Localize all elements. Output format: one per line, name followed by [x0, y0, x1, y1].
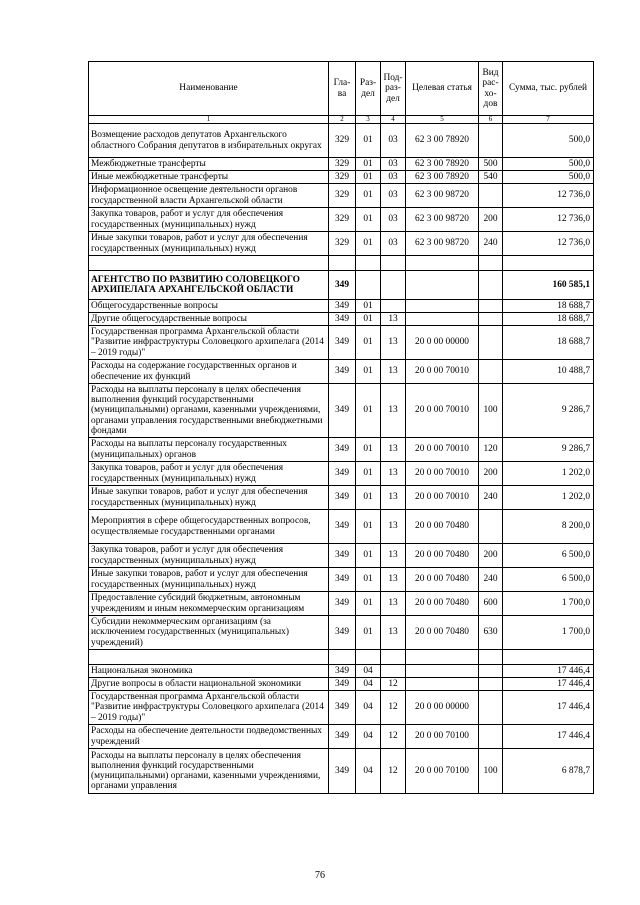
row-name: Расходы на выплаты персоналу в целях обеспечения выполнения функций государственными (муниципальными) органами, казенными учреждениями, органами управления государственными внебюджетными фондами — [89, 384, 329, 438]
row-name: Расходы на выплаты персоналу государственных (муниципальных) органов — [89, 438, 329, 462]
row-subsection: 13 — [381, 438, 406, 462]
row-chapter: 349 — [329, 592, 356, 616]
row-chapter: 349 — [329, 749, 356, 794]
table-row — [89, 691, 594, 725]
row-subsection: 12 — [381, 678, 406, 691]
row-subsection — [381, 650, 406, 665]
row-section: 04 — [356, 691, 381, 725]
row-name: Закупка товаров, работ и услуг для обеспечения государственных (муниципальных) нужд — [89, 208, 329, 232]
row-section: 01 — [356, 313, 381, 326]
row-name: Государственная программа Архангельской области "Развитие инфраструктуры Соловецкого архипелага (2014 – 2019 годы)" — [89, 326, 329, 360]
row-amount: 17 446,4 — [503, 678, 594, 691]
row-chapter: 349 — [329, 510, 356, 544]
column-number: 7 — [503, 116, 594, 124]
row-article: 20 0 00 70480 — [406, 592, 479, 616]
row-article: 20 0 00 70010 — [406, 384, 479, 438]
row-article — [406, 313, 479, 326]
row-section: 04 — [356, 678, 381, 691]
row-section: 01 — [356, 360, 381, 384]
row-subsection — [381, 271, 406, 300]
row-subsection: 13 — [381, 510, 406, 544]
column-number: 6 — [479, 116, 503, 124]
row-subsection — [381, 300, 406, 313]
row-amount: 18 688,7 — [503, 300, 594, 313]
row-article: 20 0 00 70480 — [406, 510, 479, 544]
row-section: 01 — [356, 326, 381, 360]
row-chapter: 349 — [329, 678, 356, 691]
row-expense-type: 100 — [479, 749, 503, 794]
row-article: 20 0 00 70100 — [406, 725, 479, 749]
row-article: 20 0 00 70100 — [406, 749, 479, 794]
row-expense-type — [479, 725, 503, 749]
table-row — [89, 665, 594, 678]
row-chapter: 349 — [329, 438, 356, 462]
row-subsection: 12 — [381, 691, 406, 725]
row-amount: 1 202,0 — [503, 486, 594, 510]
row-section: 01 — [356, 171, 381, 184]
row-amount: 500,0 — [503, 124, 594, 158]
row-chapter: 329 — [329, 124, 356, 158]
row-chapter: 349 — [329, 665, 356, 678]
row-expense-type — [479, 313, 503, 326]
row-expense-type — [479, 360, 503, 384]
row-amount: 12 736,0 — [503, 184, 594, 208]
row-subsection: 13 — [381, 313, 406, 326]
row-chapter: 329 — [329, 171, 356, 184]
row-name: Иные закупки товаров, работ и услуг для обеспечения государственных (муниципальных) нужд — [89, 568, 329, 592]
row-name: Закупка товаров, работ и услуг для обеспечения государственных (муниципальных) нужд — [89, 544, 329, 568]
row-article — [406, 271, 479, 300]
row-subsection: 13 — [381, 384, 406, 438]
row-subsection — [381, 256, 406, 271]
row-section: 01 — [356, 616, 381, 650]
row-amount: 18 688,7 — [503, 313, 594, 326]
row-chapter: 349 — [329, 544, 356, 568]
row-section — [356, 650, 381, 665]
table-row — [89, 384, 594, 438]
row-subsection: 13 — [381, 568, 406, 592]
row-expense-type — [479, 510, 503, 544]
row-amount: 1 700,0 — [503, 616, 594, 650]
column-number: 5 — [406, 116, 479, 124]
row-amount: 160 585,1 — [503, 271, 594, 300]
row-expense-type — [479, 665, 503, 678]
table-row — [89, 171, 594, 184]
table-row — [89, 313, 594, 326]
table-row — [89, 725, 594, 749]
row-name: Расходы на обеспечение деятельности подведомственных учреждений — [89, 725, 329, 749]
row-chapter: 349 — [329, 271, 356, 300]
row-chapter: 349 — [329, 725, 356, 749]
row-name: Общегосударственные вопросы — [89, 300, 329, 313]
row-section: 01 — [356, 510, 381, 544]
row-expense-type: 120 — [479, 438, 503, 462]
row-subsection: 13 — [381, 462, 406, 486]
header-chapter: Гла-ва — [329, 62, 356, 116]
row-subsection: 13 — [381, 360, 406, 384]
row-amount: 6 878,7 — [503, 749, 594, 794]
row-chapter: 349 — [329, 568, 356, 592]
row-section: 01 — [356, 384, 381, 438]
row-name: Предоставление субсидий бюджетным, автономным учреждениям и иным некоммерческим организациям — [89, 592, 329, 616]
row-amount: 9 286,7 — [503, 438, 594, 462]
row-section: 01 — [356, 568, 381, 592]
row-chapter: 329 — [329, 208, 356, 232]
row-chapter: 349 — [329, 360, 356, 384]
column-number: 2 — [329, 116, 356, 124]
row-section: 01 — [356, 184, 381, 208]
row-subsection: 03 — [381, 158, 406, 171]
row-expense-type — [479, 124, 503, 158]
row-subsection: 03 — [381, 184, 406, 208]
row-name: Возмещение расходов депутатов Архангельского областного Собрания депутатов в избирательных округах — [89, 124, 329, 158]
row-amount: 17 446,4 — [503, 691, 594, 725]
row-article: 62 3 00 78920 — [406, 171, 479, 184]
row-chapter: 329 — [329, 184, 356, 208]
row-name: Другие вопросы в области национальной экономики — [89, 678, 329, 691]
row-article — [406, 300, 479, 313]
row-section: 01 — [356, 208, 381, 232]
row-name: Национальная экономика — [89, 665, 329, 678]
row-expense-type — [479, 326, 503, 360]
row-chapter: 349 — [329, 462, 356, 486]
row-expense-type — [479, 691, 503, 725]
budget-table — [88, 61, 594, 794]
row-article: 62 3 00 98720 — [406, 232, 479, 256]
row-amount: 6 500,0 — [503, 544, 594, 568]
row-name — [89, 256, 329, 271]
table-row — [89, 208, 594, 232]
table-row — [89, 568, 594, 592]
row-section: 01 — [356, 544, 381, 568]
row-subsection: 03 — [381, 208, 406, 232]
row-subsection — [381, 665, 406, 678]
table-row — [89, 544, 594, 568]
row-expense-type: 600 — [479, 592, 503, 616]
table-row — [89, 271, 594, 300]
row-article: 20 0 00 70010 — [406, 360, 479, 384]
row-subsection: 13 — [381, 486, 406, 510]
row-section: 04 — [356, 665, 381, 678]
header-row — [89, 62, 594, 116]
row-chapter: 349 — [329, 326, 356, 360]
row-section: 01 — [356, 124, 381, 158]
column-number: 1 — [89, 116, 329, 124]
row-article — [406, 665, 479, 678]
row-section: 04 — [356, 725, 381, 749]
header-amount: Сумма, тыс. рублей — [503, 62, 594, 116]
row-article: 20 0 00 70010 — [406, 486, 479, 510]
table-row — [89, 158, 594, 171]
row-chapter: 349 — [329, 691, 356, 725]
row-amount: 12 736,0 — [503, 232, 594, 256]
row-expense-type: 540 — [479, 171, 503, 184]
row-subsection: 13 — [381, 616, 406, 650]
row-chapter — [329, 650, 356, 665]
page-number: 76 — [315, 870, 325, 881]
row-expense-type: 240 — [479, 232, 503, 256]
row-chapter: 349 — [329, 300, 356, 313]
row-amount: 500,0 — [503, 158, 594, 171]
row-name: Иные закупки товаров, работ и услуг для обеспечения государственных (муниципальных) нужд — [89, 232, 329, 256]
table-row — [89, 592, 594, 616]
row-expense-type: 200 — [479, 462, 503, 486]
table-row — [89, 749, 594, 794]
header-section: Раз-дел — [356, 62, 381, 116]
row-amount: 12 736,0 — [503, 208, 594, 232]
row-expense-type: 500 — [479, 158, 503, 171]
row-chapter — [329, 256, 356, 271]
row-chapter: 349 — [329, 486, 356, 510]
table-body — [89, 124, 594, 794]
row-name: Другие общегосударственные вопросы — [89, 313, 329, 326]
row-article: 20 0 00 00000 — [406, 691, 479, 725]
row-name: Иные закупки товаров, работ и услуг для обеспечения государственных (муниципальных) нужд — [89, 486, 329, 510]
row-article: 20 0 00 00000 — [406, 326, 479, 360]
row-amount: 8 200,0 — [503, 510, 594, 544]
row-chapter: 329 — [329, 232, 356, 256]
row-name: АГЕНТСТВО ПО РАЗВИТИЮ СОЛОВЕЦКОГО АРХИПЕЛАГА АРХАНГЕЛЬСКОЙ ОБЛАСТИ — [89, 271, 329, 300]
table-row — [89, 486, 594, 510]
row-article — [406, 256, 479, 271]
row-section — [356, 256, 381, 271]
row-name: Информационное освещение деятельности органов государственной власти Архангельской области — [89, 184, 329, 208]
row-section: 04 — [356, 749, 381, 794]
row-amount — [503, 256, 594, 271]
row-article: 62 3 00 98720 — [406, 184, 479, 208]
table-row — [89, 184, 594, 208]
row-expense-type: 240 — [479, 486, 503, 510]
table-row — [89, 232, 594, 256]
row-name: Закупка товаров, работ и услуг для обеспечения государственных (муниципальных) нужд — [89, 462, 329, 486]
empty-row — [89, 650, 594, 665]
row-expense-type — [479, 271, 503, 300]
row-subsection: 13 — [381, 544, 406, 568]
table-row — [89, 438, 594, 462]
row-name — [89, 650, 329, 665]
row-article: 62 3 00 98720 — [406, 208, 479, 232]
row-expense-type: 100 — [479, 384, 503, 438]
row-expense-type: 240 — [479, 568, 503, 592]
row-expense-type — [479, 678, 503, 691]
row-article — [406, 650, 479, 665]
table-row — [89, 462, 594, 486]
column-number: 3 — [356, 116, 381, 124]
row-article: 20 0 00 70480 — [406, 616, 479, 650]
row-subsection: 12 — [381, 749, 406, 794]
row-name: Государственная программа Архангельской области "Развитие инфраструктуры Соловецкого архипелага (2014 – 2019 годы)" — [89, 691, 329, 725]
row-section: 01 — [356, 158, 381, 171]
row-name: Иные межбюджетные трансферты — [89, 171, 329, 184]
row-expense-type — [479, 184, 503, 208]
row-name: Мероприятия в сфере общегосударственных вопросов, осуществляемые государственными органами — [89, 510, 329, 544]
row-amount: 1 700,0 — [503, 592, 594, 616]
row-subsection: 13 — [381, 592, 406, 616]
row-section — [356, 271, 381, 300]
row-expense-type — [479, 256, 503, 271]
row-amount: 17 446,4 — [503, 725, 594, 749]
table-row — [89, 124, 594, 158]
row-article: 20 0 00 70010 — [406, 462, 479, 486]
row-name: Субсидии некоммерческим организациям (за исключением государственных (муниципальных) учреждений) — [89, 616, 329, 650]
row-article — [406, 678, 479, 691]
row-article: 62 3 00 78920 — [406, 158, 479, 171]
row-article: 20 0 00 70480 — [406, 568, 479, 592]
row-expense-type: 200 — [479, 544, 503, 568]
row-article: 62 3 00 78920 — [406, 124, 479, 158]
row-amount: 9 286,7 — [503, 384, 594, 438]
row-expense-type — [479, 300, 503, 313]
row-amount — [503, 650, 594, 665]
row-section: 01 — [356, 232, 381, 256]
row-section: 01 — [356, 438, 381, 462]
row-amount: 500,0 — [503, 171, 594, 184]
row-amount: 1 202,0 — [503, 462, 594, 486]
empty-row — [89, 256, 594, 271]
row-name: Расходы на содержание государственных органов и обеспечение их функций — [89, 360, 329, 384]
row-name: Межбюджетные трансферты — [89, 158, 329, 171]
row-subsection: 12 — [381, 725, 406, 749]
header-subsection: Под-раз-дел — [381, 62, 406, 116]
row-expense-type: 630 — [479, 616, 503, 650]
row-chapter: 349 — [329, 313, 356, 326]
row-section: 01 — [356, 486, 381, 510]
row-expense-type: 200 — [479, 208, 503, 232]
row-chapter: 349 — [329, 384, 356, 438]
table-row — [89, 326, 594, 360]
row-article: 20 0 00 70480 — [406, 544, 479, 568]
table-row — [89, 360, 594, 384]
row-section: 01 — [356, 462, 381, 486]
row-article: 20 0 00 70010 — [406, 438, 479, 462]
table-row — [89, 510, 594, 544]
row-subsection: 03 — [381, 171, 406, 184]
row-expense-type — [479, 650, 503, 665]
header-article: Целевая статья — [406, 62, 479, 116]
table-row — [89, 678, 594, 691]
row-subsection: 03 — [381, 124, 406, 158]
table-row — [89, 300, 594, 313]
column-number: 4 — [381, 116, 406, 124]
row-amount: 6 500,0 — [503, 568, 594, 592]
row-name: Расходы на выплаты персоналу в целях обеспечения выполнения функций государственными (муниципальными) органами, казенными учреждениями, органами управления — [89, 749, 329, 794]
row-section: 01 — [356, 592, 381, 616]
row-subsection: 13 — [381, 326, 406, 360]
row-chapter: 329 — [329, 158, 356, 171]
row-amount: 18 688,7 — [503, 326, 594, 360]
row-section: 01 — [356, 300, 381, 313]
header-expense-type: Вид рас-хо-дов — [479, 62, 503, 116]
row-amount: 10 488,7 — [503, 360, 594, 384]
table-row — [89, 616, 594, 650]
header-name: Наименование — [89, 62, 329, 116]
column-number-row — [89, 116, 594, 124]
row-chapter: 349 — [329, 616, 356, 650]
row-amount: 17 446,4 — [503, 665, 594, 678]
row-subsection: 03 — [381, 232, 406, 256]
